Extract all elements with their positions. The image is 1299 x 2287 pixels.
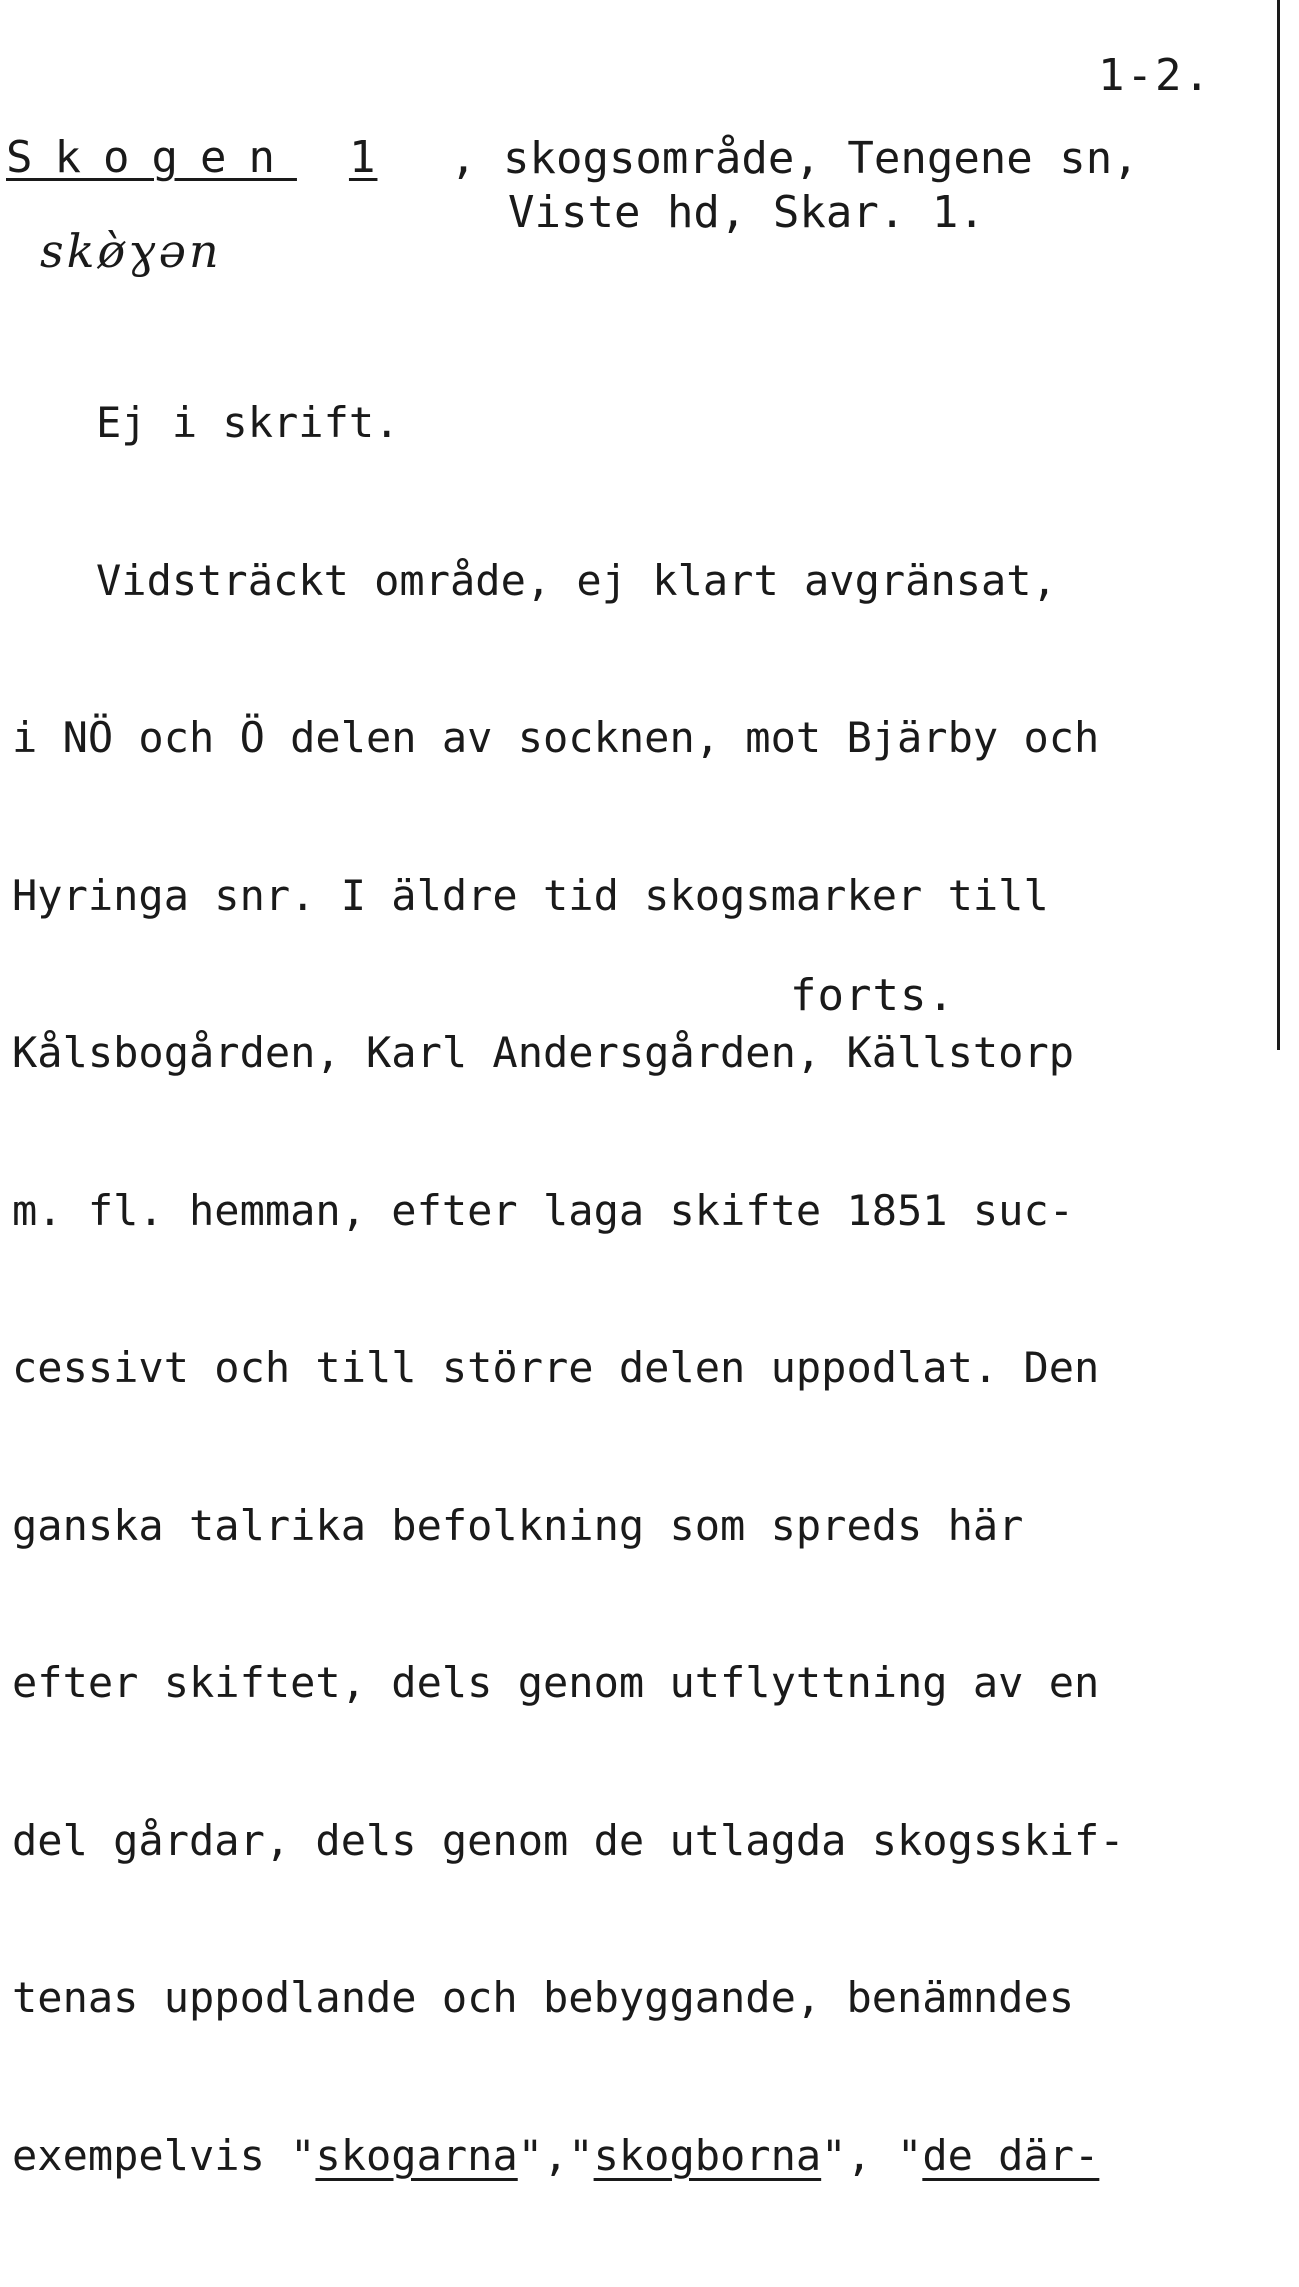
body-line: Ej i skrift. [96,398,400,447]
body-line-last [12,2130,1277,2183]
underlined-term: skogarna [315,2130,518,2180]
body-line: tenas uppodlande och bebyggande, benämndes [12,1973,1075,2022]
body-line: Kålsbogården, Karl Andersgården, Källstorp [12,1028,1075,1077]
body-text-fragment: exempelvis " [12,2130,316,2180]
page-number: 1-2. [1098,50,1212,101]
body-text-fragment: "," [517,2130,594,2180]
continuation-note: forts. [790,970,955,1021]
entry-description-line2: Viste hd, Skar. 1. [508,187,985,238]
underlined-term: skogborna [593,2130,822,2180]
body-line: cessivt och till större delen uppodlat. Den [12,1343,1100,1392]
body-line: del gårdar, dels genom de utlagda skogsskif- [12,1815,1125,1865]
body-line: Hyringa snr. I äldre tid skogsmarker till [12,870,1049,920]
card-edge-line [1277,0,1280,1050]
entry-word: Skogen [6,132,297,183]
entry-heading [6,132,377,183]
entry-body [12,292,1277,2287]
entry-description-line1: , skogsområde, Tengene sn, [450,133,1139,184]
body-line: i NÖ och Ö delen av socknen, mot Bjärby och [12,713,1100,762]
pronunciation-handwritten: skø̀ɣən [40,224,222,278]
underlined-term: de där- [922,2130,1100,2180]
body-text-fragment: ", " [821,2130,923,2180]
body-line: Vidsträckt område, ej klart avgränsat, [96,555,1057,605]
body-line: efter skiftet, dels genom utflyttning av en [12,1658,1100,1707]
entry-number: 1 [348,132,378,183]
body-line: m. fl. hemman, efter laga skifte 1851 suc- [12,1185,1075,1235]
body-line: ganska talrika befolkning som spreds här [12,1500,1024,1550]
